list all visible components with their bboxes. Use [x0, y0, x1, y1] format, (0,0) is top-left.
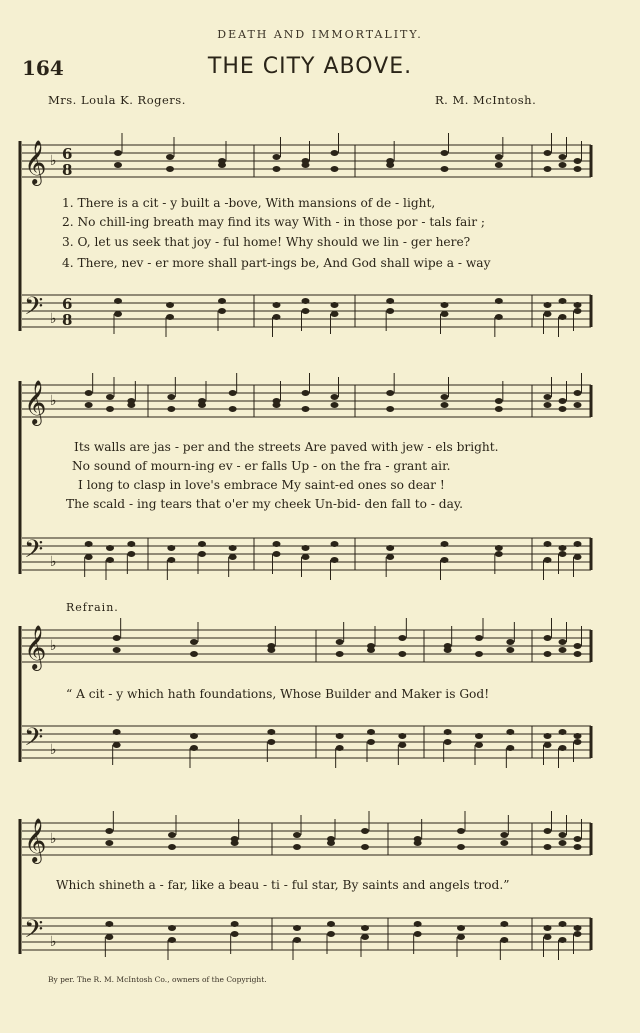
- note-head: [229, 554, 237, 560]
- verse-3-line-2: I long to clasp in love's embrace My saint-ed ones so dear !: [78, 478, 445, 492]
- note-head: [441, 302, 449, 308]
- note-head: [85, 541, 93, 547]
- bass-clef-icon: 𝄢: [24, 915, 44, 950]
- note-head: [273, 154, 281, 160]
- note-head: [273, 302, 281, 308]
- note-head: [218, 308, 226, 314]
- note-head: [302, 308, 310, 314]
- note-head: [105, 921, 113, 927]
- refrain-line-2: Which shineth a - far, like a beau - ti - ful star, By saints and angels trod.”: [56, 878, 510, 892]
- note-head: [544, 150, 552, 156]
- bass-clef-icon: 𝄢: [24, 535, 44, 570]
- composer-credit: R. M. McIntosh.: [435, 93, 537, 107]
- note-head: [559, 921, 567, 927]
- treble-clef-icon: 𝄞: [24, 140, 47, 184]
- treble-clef-icon: 𝄞: [24, 818, 47, 862]
- note-head: [231, 921, 239, 927]
- verse-3-line-1: 3. O, let us seek that joy - ful home! Why should we lin - ger here?: [62, 235, 471, 249]
- note-head: [267, 647, 275, 653]
- bass-clef-icon: 𝄢: [24, 723, 44, 758]
- note-head: [105, 934, 113, 940]
- note-head: [441, 557, 449, 563]
- note-head: [495, 314, 503, 320]
- note-head: [168, 832, 176, 838]
- note-head: [167, 394, 175, 400]
- note-head: [293, 844, 301, 850]
- note-head: [331, 394, 339, 400]
- note-head: [127, 541, 135, 547]
- note-head: [198, 402, 206, 408]
- note-head: [544, 742, 552, 748]
- note-head: [190, 745, 198, 751]
- note-head: [457, 844, 465, 850]
- note-head: [327, 931, 335, 937]
- note-head: [386, 554, 394, 560]
- note-head: [85, 554, 93, 560]
- hymn-title: THE CITY ABOVE.: [207, 54, 413, 79]
- note-head: [495, 406, 503, 412]
- note-head: [506, 745, 514, 751]
- note-head: [544, 934, 552, 940]
- note-head: [113, 729, 121, 735]
- note-head: [441, 311, 449, 317]
- note-head: [114, 311, 122, 317]
- note-head: [166, 314, 174, 320]
- note-head: [367, 739, 375, 745]
- note-head: [495, 298, 503, 304]
- note-head: [574, 739, 582, 745]
- note-head: [302, 554, 310, 560]
- flat-icon: ♭: [50, 934, 57, 950]
- note-head: [106, 557, 114, 563]
- note-head: [544, 302, 552, 308]
- note-head: [441, 166, 449, 172]
- flat-icon: ♭: [50, 638, 57, 654]
- note-head: [544, 541, 552, 547]
- note-head: [457, 925, 465, 931]
- flat-icon: ♭: [50, 311, 57, 327]
- note-head: [113, 647, 121, 653]
- note-head: [361, 925, 369, 931]
- note-head: [574, 402, 582, 408]
- note-head: [168, 844, 176, 850]
- note-head: [331, 402, 339, 408]
- note-head: [331, 150, 339, 156]
- note-head: [190, 639, 198, 645]
- copyright-footer: By per. The R. M. McIntosh Co., owners of the Copyright.: [48, 975, 267, 984]
- flat-icon: ♭: [50, 153, 57, 169]
- time-signature: 6: [62, 295, 73, 313]
- note-head: [168, 925, 176, 931]
- note-head: [574, 844, 582, 850]
- note-head: [574, 166, 582, 172]
- verse-4-line-2: The scald - ing tears that o'er my cheek Un-bid- den fall to - day.: [66, 497, 464, 511]
- verse-2-line-2: No sound of mourn-ing ev - er falls Up - on the fra - grant air.: [72, 459, 451, 473]
- note-head: [544, 166, 552, 172]
- note-head: [327, 921, 335, 927]
- note-head: [273, 541, 281, 547]
- note-head: [231, 931, 239, 937]
- note-head: [114, 298, 122, 304]
- note-head: [414, 840, 422, 846]
- note-head: [475, 635, 483, 641]
- note-head: [398, 733, 406, 739]
- verse-2-line-1: 2. No chill-ing breath may find its way With - in those por - tals fair ;: [62, 215, 486, 229]
- note-head: [386, 298, 394, 304]
- note-head: [273, 314, 281, 320]
- note-head: [441, 150, 449, 156]
- note-head: [574, 158, 582, 164]
- note-head: [106, 545, 114, 551]
- note-head: [302, 406, 310, 412]
- note-head: [190, 651, 198, 657]
- note-head: [229, 390, 237, 396]
- note-head: [475, 742, 483, 748]
- note-head: [336, 745, 344, 751]
- note-head: [559, 937, 567, 943]
- verse-1-line-1: 1. There is a cit - y built a -bove, With mansions of de - light,: [62, 196, 436, 210]
- note-head: [361, 828, 369, 834]
- note-head: [441, 394, 449, 400]
- note-head: [166, 154, 174, 160]
- note-head: [367, 729, 375, 735]
- note-head: [398, 635, 406, 641]
- note-head: [559, 154, 567, 160]
- note-head: [398, 651, 406, 657]
- note-head: [106, 394, 114, 400]
- note-head: [500, 937, 508, 943]
- note-head: [229, 406, 237, 412]
- note-head: [506, 647, 514, 653]
- note-head: [559, 832, 567, 838]
- note-head: [331, 311, 339, 317]
- note-head: [127, 402, 135, 408]
- treble-clef-icon: 𝄞: [24, 380, 47, 424]
- note-head: [444, 647, 452, 653]
- note-head: [267, 729, 275, 735]
- note-head: [229, 545, 237, 551]
- note-head: [544, 828, 552, 834]
- note-head: [574, 651, 582, 657]
- note-head: [544, 844, 552, 850]
- note-head: [559, 745, 567, 751]
- note-head: [444, 739, 452, 745]
- note-head: [475, 651, 483, 657]
- note-head: [574, 733, 582, 739]
- note-head: [167, 406, 175, 412]
- note-head: [500, 840, 508, 846]
- note-head: [544, 635, 552, 641]
- note-head: [106, 406, 114, 412]
- note-head: [85, 390, 93, 396]
- note-head: [85, 402, 93, 408]
- note-head: [559, 647, 567, 653]
- note-head: [105, 828, 113, 834]
- note-head: [166, 166, 174, 172]
- treble-clef-icon: 𝄞: [24, 625, 47, 669]
- note-head: [386, 390, 394, 396]
- note-head: [574, 554, 582, 560]
- note-head: [331, 541, 339, 547]
- note-head: [495, 398, 503, 404]
- bass-clef-icon: 𝄢: [24, 292, 44, 327]
- note-head: [336, 651, 344, 657]
- note-head: [495, 162, 503, 168]
- note-head: [559, 398, 567, 404]
- running-head: DEATH AND IMMORTALITY.: [217, 28, 423, 41]
- note-head: [105, 840, 113, 846]
- note-head: [495, 545, 503, 551]
- note-head: [168, 937, 176, 943]
- flat-icon: ♭: [50, 742, 57, 758]
- note-head: [114, 150, 122, 156]
- flat-icon: ♭: [50, 554, 57, 570]
- note-head: [386, 162, 394, 168]
- note-head: [574, 308, 582, 314]
- note-head: [114, 162, 122, 168]
- note-head: [361, 844, 369, 850]
- note-head: [559, 406, 567, 412]
- note-head: [500, 832, 508, 838]
- note-head: [331, 302, 339, 308]
- note-head: [167, 557, 175, 563]
- time-signature: 8: [62, 311, 73, 329]
- note-head: [559, 840, 567, 846]
- note-head: [167, 545, 175, 551]
- note-head: [544, 651, 552, 657]
- note-head: [506, 729, 514, 735]
- note-head: [559, 729, 567, 735]
- refrain-label: Refrain.: [66, 601, 119, 614]
- note-head: [302, 545, 310, 551]
- note-head: [444, 729, 452, 735]
- refrain-line-1: “ A cit - y which hath foundations, Whose Builder and Maker is God!: [66, 687, 490, 701]
- note-head: [495, 154, 503, 160]
- note-head: [273, 551, 281, 557]
- note-head: [386, 308, 394, 314]
- note-head: [544, 311, 552, 317]
- note-head: [113, 742, 121, 748]
- note-head: [495, 551, 503, 557]
- note-head: [267, 739, 275, 745]
- note-head: [327, 840, 335, 846]
- note-head: [398, 742, 406, 748]
- note-head: [336, 639, 344, 645]
- note-head: [273, 402, 281, 408]
- flat-icon: ♭: [50, 393, 57, 409]
- note-head: [441, 402, 449, 408]
- note-head: [302, 298, 310, 304]
- note-head: [198, 551, 206, 557]
- note-head: [414, 921, 422, 927]
- flat-icon: ♭: [50, 831, 57, 847]
- note-head: [113, 635, 121, 641]
- note-head: [127, 551, 135, 557]
- note-head: [302, 390, 310, 396]
- note-head: [475, 733, 483, 739]
- note-head: [559, 314, 567, 320]
- note-head: [574, 643, 582, 649]
- note-head: [500, 921, 508, 927]
- note-head: [302, 162, 310, 168]
- note-head: [293, 937, 301, 943]
- note-head: [293, 832, 301, 838]
- note-head: [559, 162, 567, 168]
- verse-4-line-1: 4. There, nev - er more shall part-ings be, And God shall wipe a - way: [62, 256, 491, 270]
- note-head: [559, 298, 567, 304]
- note-head: [361, 934, 369, 940]
- note-head: [574, 302, 582, 308]
- note-head: [457, 828, 465, 834]
- note-head: [218, 298, 226, 304]
- note-head: [414, 931, 422, 937]
- note-head: [386, 406, 394, 412]
- note-head: [574, 836, 582, 842]
- note-head: [457, 934, 465, 940]
- note-head: [293, 925, 301, 931]
- note-head: [386, 545, 394, 551]
- note-head: [198, 541, 206, 547]
- note-head: [331, 166, 339, 172]
- note-head: [574, 541, 582, 547]
- lyricist-credit: Mrs. Loula K. Rogers.: [48, 93, 186, 107]
- note-head: [559, 639, 567, 645]
- note-head: [544, 925, 552, 931]
- note-head: [574, 390, 582, 396]
- note-head: [544, 557, 552, 563]
- note-head: [559, 545, 567, 551]
- note-head: [336, 733, 344, 739]
- note-head: [273, 166, 281, 172]
- note-head: [574, 925, 582, 931]
- note-head: [544, 402, 552, 408]
- verse-1-line-2: Its walls are jas - per and the streets Are paved with jew - els bright.: [74, 440, 499, 454]
- note-head: [506, 639, 514, 645]
- time-signature: 6: [62, 145, 73, 163]
- note-head: [231, 840, 239, 846]
- note-head: [441, 541, 449, 547]
- note-head: [166, 302, 174, 308]
- note-head: [544, 733, 552, 739]
- note-head: [559, 551, 567, 557]
- note-head: [574, 931, 582, 937]
- note-head: [190, 733, 198, 739]
- note-head: [367, 647, 375, 653]
- page-number: 164: [22, 56, 64, 80]
- note-head: [544, 394, 552, 400]
- note-head: [331, 557, 339, 563]
- note-head: [218, 162, 226, 168]
- time-signature: 8: [62, 161, 73, 179]
